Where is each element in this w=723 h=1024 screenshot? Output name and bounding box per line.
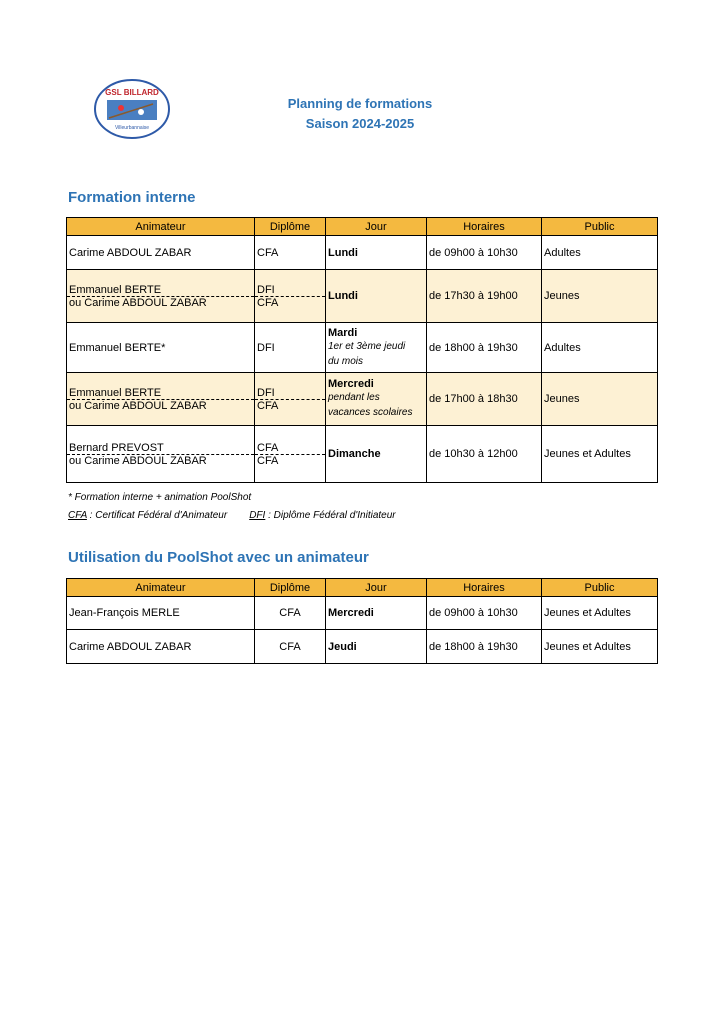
jour-cell: Jeudi (326, 630, 427, 664)
diplome-primary: CFA (255, 442, 325, 455)
public-cell: Jeunes et Adultes (542, 426, 658, 483)
diplome-cell: DFI (255, 323, 326, 373)
jour-cell: Lundi (326, 270, 427, 323)
animateur-cell: Emmanuel BERTE* (67, 323, 255, 373)
poolshot-table (66, 578, 658, 664)
diplome-alternate: CFA (257, 454, 279, 467)
table-row (67, 323, 658, 373)
diplome-cell: CFA (255, 236, 326, 270)
abbr-cfa-def: : Certificat Fédéral d'Animateur (86, 510, 228, 521)
public-cell: Adultes (542, 236, 658, 270)
header-public: Public (542, 579, 658, 597)
section-heading-poolshot: Utilisation du PoolShot avec un animateur (68, 549, 369, 566)
gsl-billard-logo (93, 78, 171, 140)
horaires-cell: de 09h00 à 10h30 (427, 597, 542, 630)
header-horaires: Horaires (427, 579, 542, 597)
title-line-2: Saison 2024-2025 (305, 116, 415, 131)
header-animateur: Animateur (67, 579, 255, 597)
diplome-cell (255, 373, 326, 426)
diplome-alternate: CFA (257, 399, 279, 412)
footnote-abbreviations (68, 507, 396, 525)
table-header-row (67, 218, 658, 236)
jour-cell (326, 323, 427, 373)
animateur-cell (67, 373, 255, 426)
page-title (250, 94, 470, 134)
public-cell: Jeunes et Adultes (542, 630, 658, 664)
animateur-cell: Carime ABDOUL ZABAR (67, 236, 255, 270)
table-row (67, 630, 658, 664)
jour-note-line: vacances scolaires (328, 407, 413, 418)
horaires-cell: de 17h00 à 18h30 (427, 373, 542, 426)
public-cell: Jeunes et Adultes (542, 597, 658, 630)
formation-table (66, 217, 658, 483)
animateur-alternate: ou Carime ABDOUL ZABAR (69, 296, 207, 309)
horaires-cell: de 10h30 à 12h00 (427, 426, 542, 483)
svg-text:Villeurbannaise: Villeurbannaise (114, 125, 150, 131)
diplome-cell: CFA (255, 597, 326, 630)
jour-note-line: pendant les (328, 392, 380, 403)
table-row (67, 597, 658, 630)
animateur-alternate: ou Carime ABDOUL ZABAR (69, 399, 207, 412)
horaires-cell: de 18h00 à 19h30 (427, 323, 542, 373)
header-horaires: Horaires (427, 218, 542, 236)
table-row (67, 236, 658, 270)
table-row (67, 270, 658, 323)
animateur-primary: Emmanuel BERTE (67, 284, 254, 297)
public-cell: Jeunes (542, 373, 658, 426)
header-public: Public (542, 218, 658, 236)
table-header-row (67, 579, 658, 597)
animateur-primary: Bernard PREVOST (67, 442, 254, 455)
table-row (67, 373, 658, 426)
animateur-cell (67, 426, 255, 483)
title-line-1: Planning de formations (287, 96, 433, 111)
jour-cell: Dimanche (326, 426, 427, 483)
abbr-cfa: CFA (68, 510, 87, 521)
footnote-star: * Formation interne + animation PoolShot (68, 492, 252, 503)
header-diplome: Diplôme (255, 218, 326, 236)
animateur-primary: Emmanuel BERTE (67, 387, 254, 400)
jour-cell: Mercredi (326, 597, 427, 630)
jour-day: Mardi (328, 326, 358, 339)
animateur-cell: Carime ABDOUL ZABAR (67, 630, 255, 664)
horaires-cell: de 17h30 à 19h00 (427, 270, 542, 323)
animateur-cell (67, 270, 255, 323)
animateur-alternate: ou Carime ABDOUL ZABAR (69, 454, 207, 467)
table-row (67, 426, 658, 483)
diplome-primary: DFI (255, 284, 325, 297)
header-jour: Jour (326, 218, 427, 236)
jour-note-line: 1er et 3ème jeudi (328, 340, 406, 352)
footnotes (68, 489, 396, 525)
diplome-cell: CFA (255, 630, 326, 664)
header-diplome: Diplôme (255, 579, 326, 597)
header-animateur: Animateur (67, 218, 255, 236)
section-heading-formation: Formation interne (68, 189, 196, 206)
animateur-cell: Jean-François MERLE (67, 597, 255, 630)
jour-cell (326, 373, 427, 426)
horaires-cell: de 18h00 à 19h30 (427, 630, 542, 664)
jour-note-line: du mois (328, 355, 364, 367)
abbr-dfi-def: : Diplôme Fédéral d'Initiateur (265, 510, 396, 521)
header-jour: Jour (326, 579, 427, 597)
diplome-cell (255, 426, 326, 483)
diplome-cell (255, 270, 326, 323)
diplome-alternate: CFA (257, 296, 279, 309)
horaires-cell: de 09h00 à 10h30 (427, 236, 542, 270)
public-cell: Adultes (542, 323, 658, 373)
diplome-primary: DFI (255, 387, 325, 400)
svg-text:GSL BILLARD: GSL BILLARD (105, 88, 159, 97)
public-cell: Jeunes (542, 270, 658, 323)
abbr-dfi: DFI (249, 510, 266, 521)
jour-cell: Lundi (326, 236, 427, 270)
jour-day: Mercredi (328, 378, 374, 390)
